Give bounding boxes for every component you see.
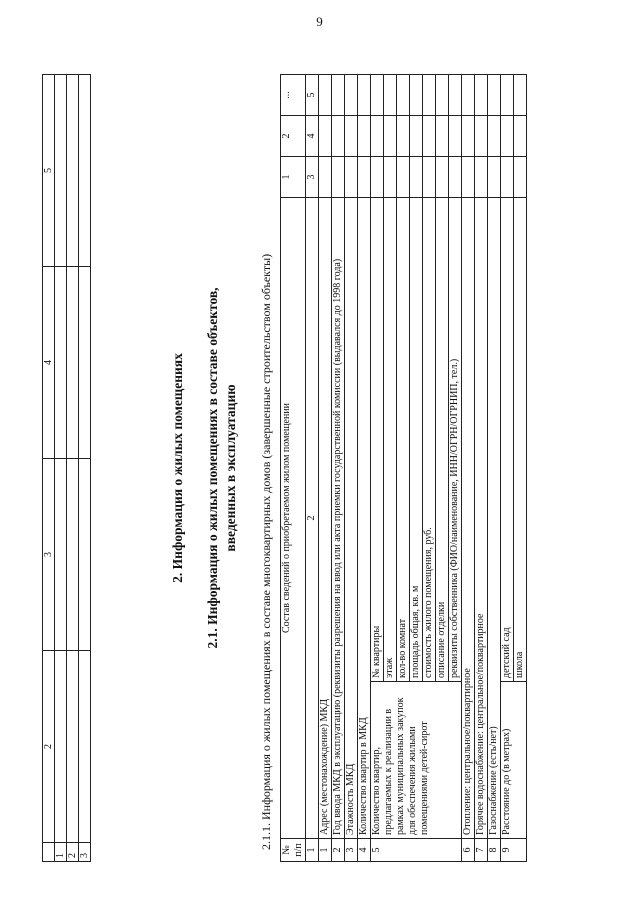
header-cell-composition: Состав сведений о приобретаемом жилом помещении [281,198,306,839]
table-cell [475,75,488,116]
header-cell-more: ... [281,75,306,116]
table-cell [67,651,79,843]
table-cell [436,116,449,157]
row-number: 7 [475,839,488,862]
row-label: Год ввода МКД в эксплуатацию (реквизиты разрешения на ввод или акта приемки государственной комиссии (выдавался до 1998 года) [332,198,345,839]
row-label: Горячее водоснабжение: центральное/поквартирное [475,198,488,839]
table-cell [488,75,501,116]
table-row [319,75,332,862]
table-cell [410,157,423,198]
continuation-table [42,74,91,862]
table-cell [384,116,397,157]
table-cell [358,75,371,116]
sub-row-label: кол-во комнат [397,198,410,682]
table-cell: 4 [43,267,55,459]
table-cell: 5 [306,75,319,116]
sub-row-label: площадь общая, кв. м [410,198,423,682]
subsection-heading [204,74,240,862]
row-number: 1 [55,843,67,862]
sub-row-label: реквизиты собственника (ФИО/наименование, ИНН/ОГРН/ОГРНИП, тел.) [449,198,462,682]
apartments-info-table [280,74,527,862]
table-cell: 2 [43,651,55,843]
row-label: Отопление: центральное/поквартирное [462,198,475,839]
table-cell [423,116,436,157]
row-number: 3 [345,839,358,862]
sub-row-label: школа [514,198,527,682]
table-cell [449,116,462,157]
table-cell: 1 [306,839,319,862]
section-heading: 2. Информация о жилых помещениях [170,353,185,583]
table-cell [332,157,345,198]
numbering-row [306,75,319,862]
table-cell [371,116,384,157]
table-cell [358,116,371,157]
row-number: 4 [358,839,371,862]
table-cell [488,116,501,157]
table-cell [332,75,345,116]
table-cell [79,75,91,267]
table-cell [475,116,488,157]
table-cell [410,116,423,157]
table-cell [514,157,527,198]
table-cell [514,75,527,116]
table-cell [67,75,79,267]
table-cell [384,157,397,198]
table-cell [488,157,501,198]
table-cell [55,651,67,843]
table-cell: 3 [306,157,319,198]
table-cell [501,157,514,198]
table-cell [79,651,91,843]
table-row [501,75,514,862]
table-cell [67,267,79,459]
table-cell [79,267,91,459]
table-cell [449,157,462,198]
table-cell [358,157,371,198]
row-label: Расстояние до (в метрах) [501,682,527,839]
sub-row-label: № квартиры [371,198,384,682]
table-cell: 4 [306,116,319,157]
row-label: Количество квартир, предлагаемых к реализации в рамках муниципальных закупок для обеспечения жилыми помещениями детей-сирот [371,682,462,839]
row-number: 8 [488,839,501,862]
table-row [475,75,488,862]
sub-row-label: описание отделки [436,198,449,682]
row-number: 5 [371,839,462,862]
table-cell [79,459,91,651]
table-cell: 5 [43,75,55,267]
table-row [79,75,91,862]
row-number: 1 [319,839,332,862]
header-cell-2: 2 [281,116,306,157]
table-header-row [281,75,306,862]
table-cell [55,459,67,651]
page-number: 9 [316,14,323,29]
table-cell [436,157,449,198]
row-label: Количество квартир в МКД [358,198,371,839]
table-cell [371,157,384,198]
table-cell [371,75,384,116]
header-cell-no: № п/п [281,839,306,862]
subsection-heading-line1: 2.1. Информация о жилых помещениях в составе объектов, [205,287,220,649]
table-cell [319,75,332,116]
table-row [488,75,501,862]
table-cell [345,116,358,157]
sub-row-label: этаж [384,198,397,682]
table-cell [319,157,332,198]
table-cell [436,75,449,116]
table-cell [410,75,423,116]
row-number: 2 [67,843,79,862]
row-number: 2 [332,839,345,862]
table-row [55,75,67,862]
subsection-heading-line2: введенных в эксплуатацию [223,384,238,552]
table-cell [319,116,332,157]
table-row [67,75,79,862]
table-cell [423,75,436,116]
table-cell [345,75,358,116]
rotated-page-content [34,42,604,862]
table-row [462,75,475,862]
table-row [345,75,358,862]
row-label: Этажность МКД [345,198,358,839]
table-row [358,75,371,862]
table-cell [55,75,67,267]
header-cell-1: 1 [281,157,306,198]
table-cell [462,157,475,198]
row-number: 3 [79,843,91,862]
table-cell [345,157,358,198]
table-cell [514,116,527,157]
table-cell [501,75,514,116]
row-number: 9 [501,839,527,862]
table-cell [397,75,410,116]
table-cell [501,116,514,157]
table-cell [384,75,397,116]
sub-row-label: стоимость жилого помещения, руб. [423,198,436,682]
table-cell [55,267,67,459]
table-cell [449,75,462,116]
table-cell [397,157,410,198]
table-row [332,75,345,862]
row-label: Адрес (местонахождение) МКД [319,198,332,839]
table-caption: 2.1.1. Информация о жилых помещениях в составе многоквартирных домов (завершенные строительством объекты) [259,253,273,850]
table-cell [462,116,475,157]
row-label: Газоснабжение (есть/нет) [488,198,501,839]
row-number: 6 [462,839,475,862]
table-cell [423,157,436,198]
table-row [43,75,55,862]
table-cell: 3 [43,459,55,651]
table-cell [332,116,345,157]
table-cell: 2 [306,198,319,839]
table-cell [67,459,79,651]
table-cell [475,157,488,198]
table-row [371,75,384,862]
sub-row-label: детский сад [501,198,514,682]
table-cell [43,843,55,862]
table-cell [462,75,475,116]
table-cell [397,116,410,157]
